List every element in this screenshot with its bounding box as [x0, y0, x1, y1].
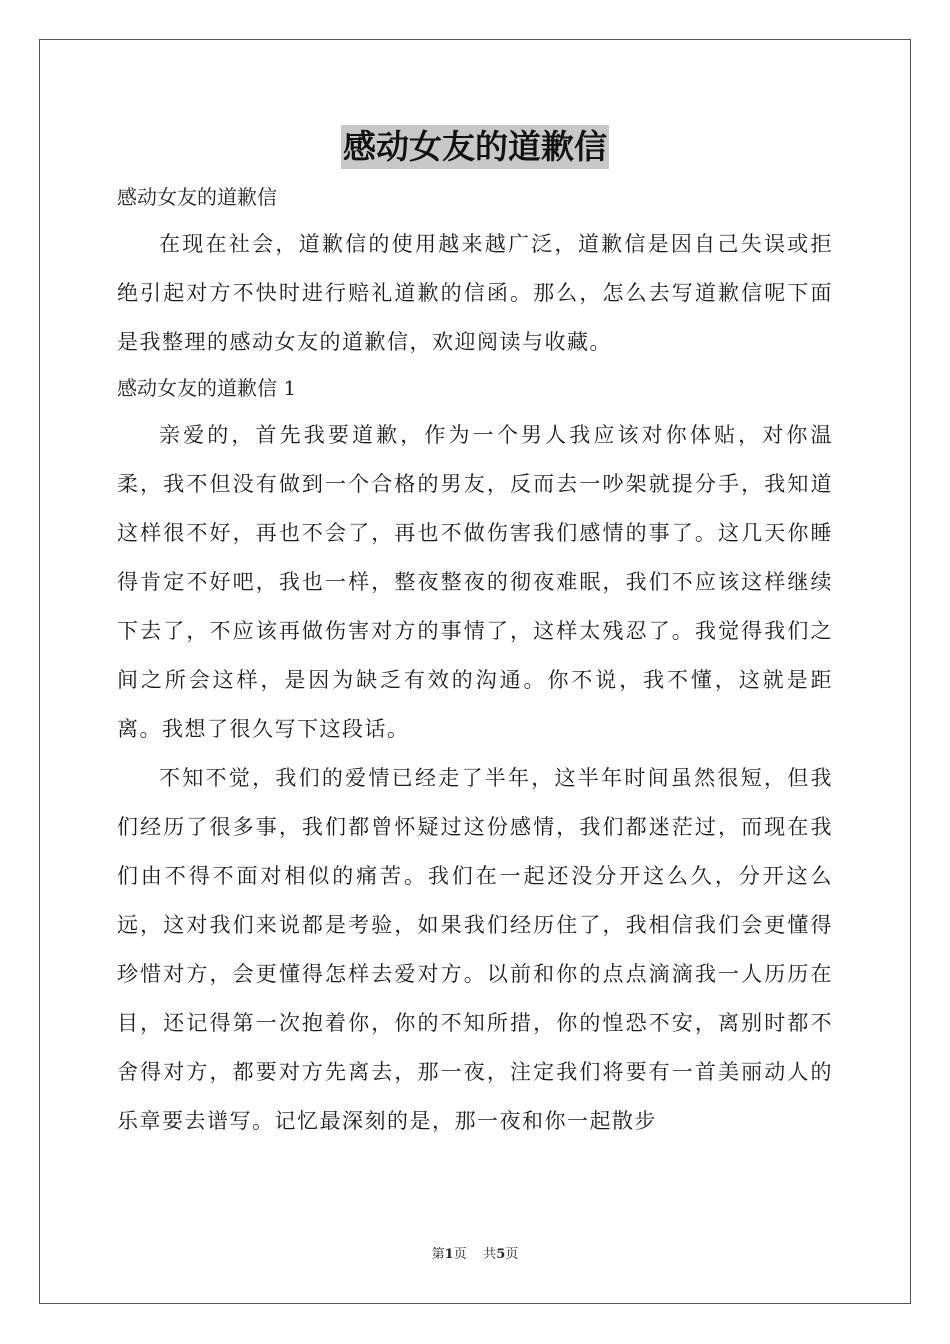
page-label-mid: 页	[453, 1247, 467, 1262]
total-label-prefix: 共	[483, 1247, 497, 1262]
page-total-number: 5	[496, 1247, 506, 1262]
page-label-prefix: 第	[431, 1247, 445, 1262]
document-body	[117, 125, 833, 1146]
document-subtitle: 感动女友的道歉信	[117, 185, 277, 209]
title-container	[117, 125, 833, 175]
body-paragraph-1: 亲爱的，首先我要道歉，作为一个男人我应该对你体贴，对你温柔，我不但没有做到一个合格的男友，反而去一吵架就提分手，我知道这样很不好，再也不会了，再也不做伤害我们感情的事了。这几天你睡得肯定不好吧，我也一样，整夜整夜的彻夜难眠，我们不应该这样继续下去了，不应该再做伤害对方的事情了，这样太残忍了。我觉得我们之间之所会这样，是因为缺乏有效的沟通。你不说，我不懂，这就是距离。我想了很久写下这段话。	[117, 423, 833, 741]
body-paragraph-2: 不知不觉，我们的爱情已经走了半年，这半年时间虽然很短，但我们经历了很多事，我们都曾怀疑过这份感情，我们都迷茫过，而现在我们由不得不面对相似的痛苦。我们在一起还没分开这么久，分开这么远，这对我们来说都是考验，如果我们经历住了，我相信我们会更懂得珍惜对方，会更懂得怎样去爱对方。以前和你的点点滴滴我一人历历在目，还记得第一次抱着你，你的不知所措，你的惶恐不安，离别时都不舍得对方，都要对方先离去，那一夜，注定我们将要有一首美丽动人的乐章要去谱写。记忆最深刻的是，那一夜和你一起散步	[117, 766, 833, 1133]
intro-paragraph: 在现在社会，道歉信的使用越来越广泛，道歉信是因自己失误或拒绝引起对方不快时进行赔礼道歉的信函。那么，怎么去写道歉信呢下面是我整理的感动女友的道歉信，欢迎阅读与收藏。	[117, 232, 833, 354]
total-label-suffix: 页	[505, 1247, 519, 1262]
section-heading: 感动女友的道歉信 1	[117, 376, 297, 400]
document-title: 感动女友的道歉信	[341, 125, 609, 169]
page-footer	[0, 1246, 950, 1264]
page-current-number: 1	[444, 1247, 454, 1262]
